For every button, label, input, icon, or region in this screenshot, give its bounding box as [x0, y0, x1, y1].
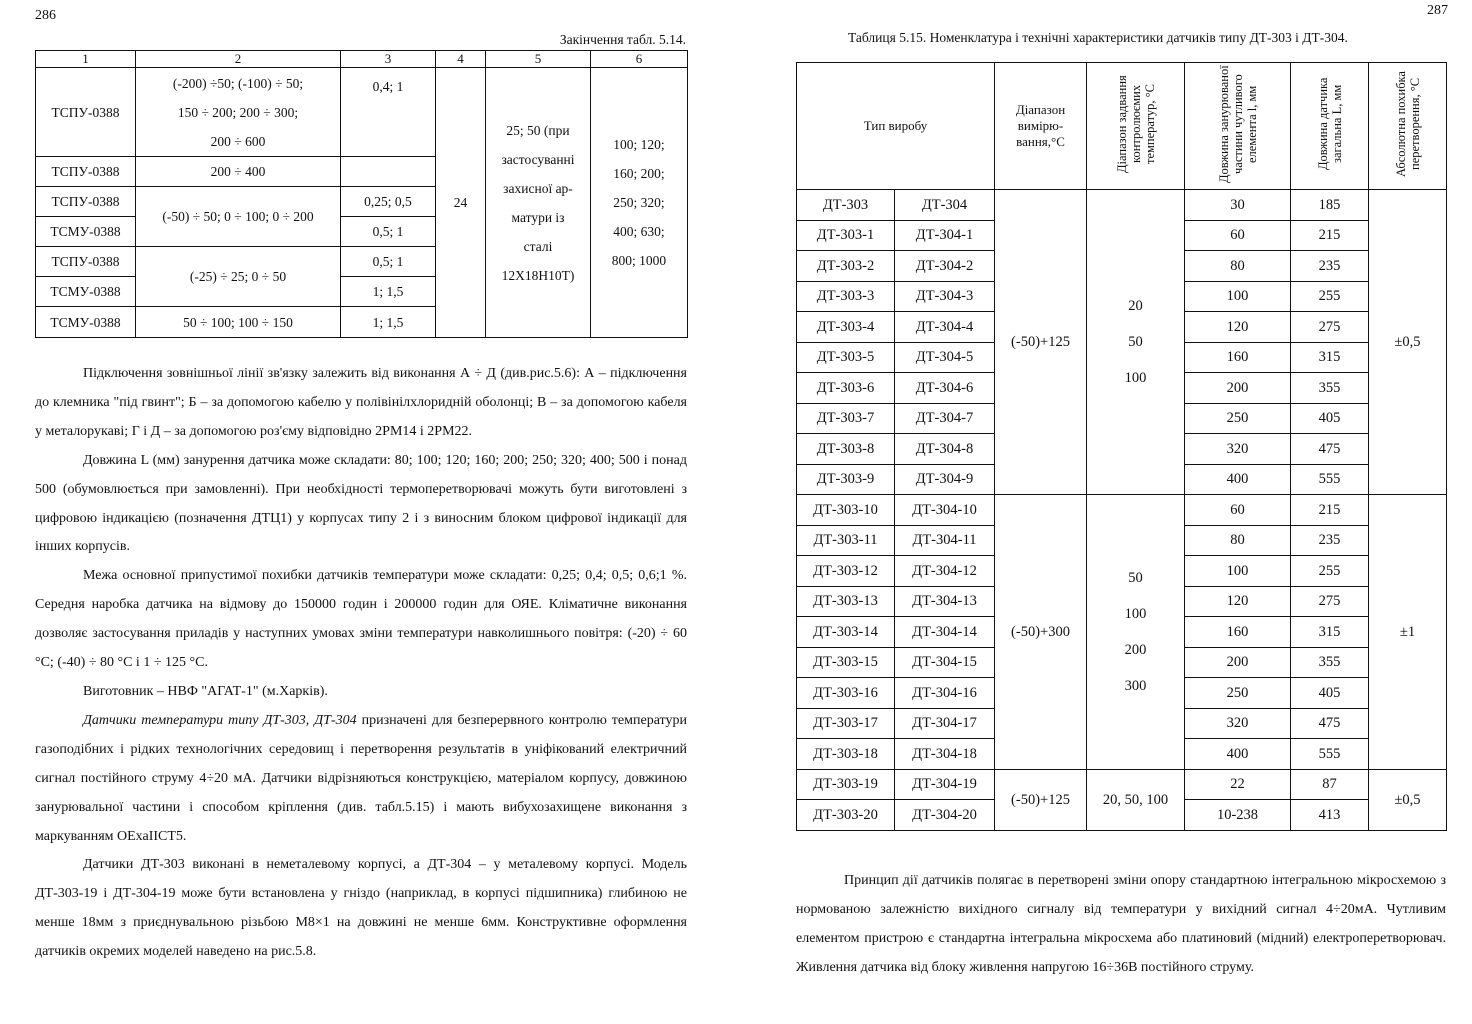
table-continuation-caption: Закінчення табл. 5.14. [559, 32, 686, 47]
total-length-cell: 475 [1291, 434, 1369, 465]
model-303-cell: ДТ-303-7 [797, 403, 895, 434]
paragraph: Довжина L (мм) занурення датчика може складати: 80; 100; 120; 160; 200; 250; 320; 400; 500 і понад 500 (обумовлюється при замовленні). При необхідності термоперетворювачі можуть бути виготовлені з цифровою індикацією (позначення ДТЦ1) у корпусах типу 2 і з виносним блоком цифрової індикації для інших корпусів. [35, 452, 687, 555]
immersion-length-cell: 320 [1185, 434, 1291, 465]
model-304-cell: ДТ-304-14 [895, 617, 995, 648]
model-303-cell: ДТ-303-14 [797, 617, 895, 648]
paragraph: Межа основної припустимої похибки датчиків температури може складати: 0,25; 0,4; 0,5; 0,6;1 %. Середня наробка датчика на відмову до 150000 годин і 200000 годин для ОЯЕ. Кліматичне виконання дозволяє застосування приладів у наступних умовах зміни температури навколишнього повітря: (-20) ÷ 60 °С; (-40) ÷ 80 °С і 1 ÷ 125 °С. [35, 568, 687, 671]
range-line: 150 ÷ 200; 200 ÷ 300; [177, 104, 299, 120]
immersion-length-cell: 200 [1185, 373, 1291, 404]
sensor-type-cell: ТСПУ-0388 [36, 68, 136, 157]
error-cell: ±0,5 [1369, 190, 1447, 495]
model-304-cell: ДТ-304-7 [895, 403, 995, 434]
total-length-cell: 275 [1291, 312, 1369, 343]
accuracy-cell [341, 157, 436, 187]
model-304-cell: ДТ-304-9 [895, 464, 995, 495]
accuracy-cell: 0,25; 0,5 [341, 187, 436, 217]
total-length-cell: 215 [1291, 495, 1369, 526]
immersion-length-cell: 120 [1185, 312, 1291, 343]
immersion-length-cell: 60 [1185, 495, 1291, 526]
accuracy-cell: 0,5; 1 [341, 217, 436, 247]
paragraph-text: призначені для безперервного контролю температури газоподібних і рідких технологічних середовищ і перетворення результатів в уніфікований електричний сигнал постійного струму 4÷20 мА. Датчики відрізняються конструкцією, матеріалом корпусу, довжиною занурювальної частини і способом кріплення (див. табл.5.15) і мають вибухозахищене виконання з маркуванням ОЕхаIICТ5. [35, 712, 687, 844]
immersion-length-cell: 80 [1185, 525, 1291, 556]
immersion-length-cell: 100 [1185, 556, 1291, 587]
total-length-cell: 185 [1291, 190, 1369, 221]
header-cell: 2 [136, 51, 341, 68]
header-total-length [1291, 63, 1369, 190]
table-row [797, 769, 1447, 800]
model-304-cell: ДТ-304-16 [895, 678, 995, 709]
range-cell: (-50)+300 [995, 495, 1087, 770]
immersion-length-cell: 30 [1185, 190, 1291, 221]
range-cell: 200 ÷ 400 [136, 157, 341, 187]
table-header-row [797, 63, 1447, 190]
total-length-cell: 255 [1291, 556, 1369, 587]
model-303-cell: ДТ-303-18 [797, 739, 895, 770]
model-303-cell: ДТ-303-4 [797, 312, 895, 343]
model-304-cell: ДТ-304-11 [895, 525, 995, 556]
model-303-cell: ДТ-303-15 [797, 647, 895, 678]
table-5-14 [35, 50, 688, 338]
total-length-cell: 255 [1291, 281, 1369, 312]
immersion-length-cell: 100 [1185, 281, 1291, 312]
total-length-cell: 355 [1291, 373, 1369, 404]
total-length-cell: 475 [1291, 708, 1369, 739]
model-304-cell: ДТ-304-6 [895, 373, 995, 404]
setting-cell: 20, 50, 100 [1087, 769, 1185, 830]
header-immersion-text: Довжина занурюваної частини чутливого елемента l, мм [1216, 65, 1259, 183]
model-303-cell: ДТ-303-13 [797, 586, 895, 617]
model-304-cell: ДТ-304-2 [895, 251, 995, 282]
total-length-cell: 87 [1291, 769, 1369, 800]
model-303-cell: ДТ-303-2 [797, 251, 895, 282]
header-line: Діапазон [1015, 102, 1066, 117]
paragraph: Датчики ДТ-303 виконані в неметалевому корпусі, а ДТ-304 – у металевому корпусі. Модель ДТ-303-19 і ДТ-304-19 може бути встановлена у гніздо (наприклад, в корпусі підшипника) глибиною не менше 18мм з приєднувальною різьбою М8×1 на довжині не менше 6мм. Конструктивне оформлення датчиків окремих моделей наведено на рис.5.8. [35, 857, 687, 960]
immersion-length-cell: 320 [1185, 708, 1291, 739]
sensor-type-cell: ТСПУ-0388 [36, 187, 136, 217]
total-length-cell: 315 [1291, 342, 1369, 373]
header-type: Тип виробу [797, 63, 995, 190]
model-304-cell: ДТ-304-15 [895, 647, 995, 678]
model-303-cell: ДТ-303-20 [797, 800, 895, 831]
model-303-cell: ДТ-303-17 [797, 708, 895, 739]
right-body-text: Принцип дії датчиків полягає в перетворені зміни опору стандартною інтегральною мікросхемою з нормованою залежністю вихідного сигналу від температури у вихідний сигнал 4÷20мА. Чутливим елементом пристрою є стандартна інтегральна мікросхема або платиновий (мідний) електроперетворювач. Живлення датчика від блоку живлення напругою 16÷36В постійного струму. [796, 873, 1446, 975]
immersion-length-cell: 160 [1185, 617, 1291, 648]
page-number: 287 [1427, 3, 1448, 18]
model-304-cell: ДТ-304-18 [895, 739, 995, 770]
header-cell: 3 [341, 51, 436, 68]
immersion-length-cell: 80 [1185, 251, 1291, 282]
total-length-cell: 405 [1291, 678, 1369, 709]
model-304-cell: ДТ-304-3 [895, 281, 995, 312]
col4-cell: 24 [436, 68, 486, 338]
header-setting [1087, 63, 1185, 190]
accuracy-cell: 1; 1,5 [341, 307, 436, 338]
header-cell: 1 [36, 51, 136, 68]
paragraph [35, 707, 687, 852]
range-cell [136, 68, 341, 157]
sensor-type-cell: ТСМУ-0388 [36, 217, 136, 247]
total-length-cell: 405 [1291, 403, 1369, 434]
range-line: 200 ÷ 600 [210, 133, 266, 149]
col5-line: сталі [523, 238, 553, 254]
immersion-length-cell: 250 [1185, 403, 1291, 434]
error-cell: ±0,5 [1369, 769, 1447, 830]
model-303-cell: ДТ-303-3 [797, 281, 895, 312]
header-immersion [1185, 63, 1291, 190]
setting-line: 50 [1128, 334, 1143, 350]
sensor-type-cell: ТСПУ-0388 [36, 247, 136, 277]
header-line: вимірю- [1017, 118, 1064, 133]
model-304-cell: ДТ-304-1 [895, 220, 995, 251]
table-row [797, 190, 1447, 221]
model-304-cell: ДТ-304-12 [895, 556, 995, 587]
col5-cell [486, 68, 591, 338]
page-number: 286 [35, 8, 56, 23]
immersion-length-cell: 60 [1185, 220, 1291, 251]
table-caption: Таблиця 5.15. Номенклатура і технічні характеристики датчиків типу ДТ-303 і ДТ-304. [848, 30, 1348, 45]
table-row [36, 68, 688, 157]
model-304-cell: ДТ-304-5 [895, 342, 995, 373]
sensor-type-cell: ТСМУ-0388 [36, 307, 136, 338]
range-cell: 50 ÷ 100; 100 ÷ 150 [136, 307, 341, 338]
model-303-cell: ДТ-303-8 [797, 434, 895, 465]
col6-line: 160; 200; [613, 166, 665, 181]
total-length-cell: 355 [1291, 647, 1369, 678]
sensor-type-cell: ТСПУ-0388 [36, 157, 136, 187]
immersion-length-cell: 250 [1185, 678, 1291, 709]
col6-cell [591, 68, 688, 338]
table-body [797, 190, 1447, 831]
range-line: (-200) ÷50; (-100) ÷ 50; [172, 75, 304, 91]
accuracy-cell: 1; 1,5 [341, 277, 436, 307]
table-header-row [36, 51, 688, 68]
right-page [736, 0, 1472, 1024]
range-cell: (-50)+125 [995, 190, 1087, 495]
model-303-cell: ДТ-303 [797, 190, 895, 221]
model-304-cell: ДТ-304-17 [895, 708, 995, 739]
total-length-cell: 235 [1291, 251, 1369, 282]
model-303-cell: ДТ-303-19 [797, 769, 895, 800]
model-303-cell: ДТ-303-5 [797, 342, 895, 373]
immersion-length-cell: 400 [1185, 464, 1291, 495]
total-length-cell: 555 [1291, 464, 1369, 495]
total-length-cell: 275 [1291, 586, 1369, 617]
model-304-cell: ДТ-304-19 [895, 769, 995, 800]
accuracy-cell: 0,4; 1 [341, 68, 436, 157]
paragraph: Виготовник – НВФ "АГАТ-1" (м.Харків). [83, 683, 328, 699]
immersion-length-cell: 200 [1185, 647, 1291, 678]
model-304-cell: ДТ-304-20 [895, 800, 995, 831]
total-length-cell: 315 [1291, 617, 1369, 648]
model-303-cell: ДТ-303-10 [797, 495, 895, 526]
setting-cell [1087, 495, 1185, 770]
accuracy-cell: 0,5; 1 [341, 247, 436, 277]
col6-line: 100; 120; [613, 137, 665, 152]
model-304-cell: ДТ-304-13 [895, 586, 995, 617]
paragraph: Підключення зовнішньої лінії зв'язку залежить від виконання А ÷ Д (див.рис.5.6): А – підключення до клемника "під гвинт"; Б – за допомогою кабелю у полівінілхлоридній оболонці; В – за допомогою кабеля у металорукаві; Г і Д – за допомогою роз'єму відповідно 2РМ14 і 2РМ22. [35, 366, 687, 439]
model-304-cell: ДТ-304-4 [895, 312, 995, 343]
header-error-text: Абсолютна похибка перетворення, °С [1393, 71, 1422, 177]
header-range [995, 63, 1087, 190]
total-length-cell: 235 [1291, 525, 1369, 556]
left-body-text [35, 360, 687, 967]
header-setting-text: Діапазон задвання контролюємих температур, °С [1114, 75, 1157, 173]
col6-line: 800; 1000 [611, 253, 667, 268]
italic-term: Датчики температури типу ДТ-303, ДТ-304 [83, 712, 357, 728]
model-303-cell: ДТ-303-9 [797, 464, 895, 495]
range-cell: (-25) ÷ 25; 0 ÷ 50 [136, 247, 341, 307]
model-304-cell: ДТ-304-8 [895, 434, 995, 465]
col5-line: 12Х18Н10Т) [501, 267, 575, 283]
setting-line: 300 [1124, 677, 1147, 694]
sensor-type-cell: ТСМУ-0388 [36, 277, 136, 307]
col6-line: 400; 630; [613, 224, 665, 239]
setting-line: 100 [1124, 605, 1147, 622]
model-303-cell: ДТ-303-12 [797, 556, 895, 587]
immersion-length-cell: 400 [1185, 739, 1291, 770]
setting-line: 20 [1128, 298, 1143, 314]
col5-line: застосуванні [501, 151, 575, 167]
header-error [1369, 63, 1447, 190]
model-303-cell: ДТ-303-11 [797, 525, 895, 556]
immersion-length-cell: 120 [1185, 586, 1291, 617]
col5-line: матури із [511, 209, 565, 225]
error-cell: ±1 [1369, 495, 1447, 770]
total-length-cell: 555 [1291, 739, 1369, 770]
immersion-length-cell: 160 [1185, 342, 1291, 373]
range-cell: (-50)+125 [995, 769, 1087, 830]
header-cell: 6 [591, 51, 688, 68]
header-line: вання,°С [1016, 134, 1065, 149]
setting-line: 200 [1124, 641, 1147, 658]
col5-line: захисної ар- [503, 180, 573, 196]
col6-line: 250; 320; [613, 195, 665, 210]
model-303-cell: ДТ-303-16 [797, 678, 895, 709]
table-5-15 [796, 62, 1447, 831]
model-303-cell: ДТ-303-1 [797, 220, 895, 251]
header-cell: 4 [436, 51, 486, 68]
total-length-cell: 215 [1291, 220, 1369, 251]
col5-line: 25; 50 (при [506, 122, 570, 138]
setting-line: 100 [1124, 370, 1147, 386]
table-row [797, 495, 1447, 526]
header-cell: 5 [486, 51, 591, 68]
range-cell: (-50) ÷ 50; 0 ÷ 100; 0 ÷ 200 [136, 187, 341, 247]
model-304-cell: ДТ-304 [895, 190, 995, 221]
model-304-cell: ДТ-304-10 [895, 495, 995, 526]
setting-cell [1087, 190, 1185, 495]
setting-line: 50 [1128, 569, 1143, 586]
immersion-length-cell: 22 [1185, 769, 1291, 800]
total-length-cell: 413 [1291, 800, 1369, 831]
header-total-text: Довжина датчика загальна L, мм [1315, 77, 1344, 171]
model-303-cell: ДТ-303-6 [797, 373, 895, 404]
immersion-length-cell: 10-238 [1185, 800, 1291, 831]
